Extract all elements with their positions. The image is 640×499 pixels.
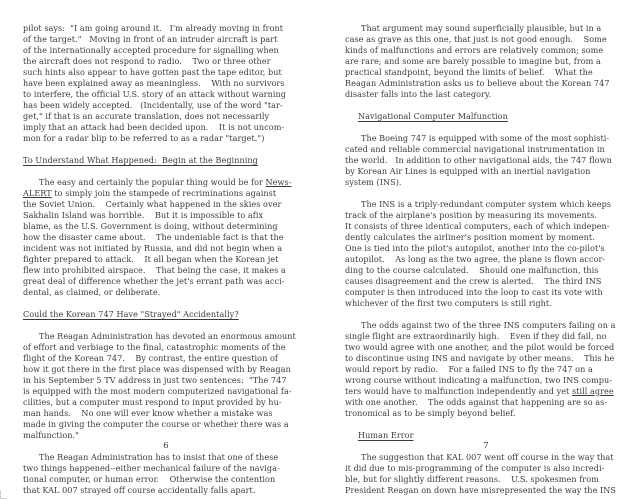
text-line: computer is then introduced into the loop to cast its vote with (345, 287, 603, 297)
text-line: the aircraft does not respond to radio. Two or three other (23, 56, 271, 66)
page-number: 7 (483, 441, 489, 451)
paragraph-ins-system (345, 199, 632, 309)
text-line: The INS is a triply-redundant computer system which keeps (361, 199, 612, 209)
text-line: made in giving the computer the course or whether there was a (23, 419, 289, 429)
publication-name-underlined: ALERT (23, 188, 52, 198)
text-line: ble, but for slightly different reasons. U.S. spokesmen from (345, 474, 599, 484)
text-run: The easy and certainly the popular thing would be for (39, 177, 266, 187)
text-line: tional computer, or human error. Otherwise the contention (23, 474, 276, 484)
paragraph-boeing-747 (345, 133, 632, 188)
text-line: great deal of difference whether the jet's errant path was acci- (23, 276, 285, 286)
text-line: incident was not initiated by Russia, and did not begin when a (23, 243, 283, 253)
text-line: autopilot. As long as the two agree, the plane is flown accor- (345, 254, 606, 264)
page-7-text-column (345, 23, 632, 496)
heading-text: Human Error (358, 430, 414, 440)
text-line: pilot says: "I am going around it. I'm already moving in front (23, 23, 284, 33)
paragraph-argument (345, 23, 632, 100)
text-line: would report by radio. For a failed INS to fly the 747 on a (345, 364, 593, 374)
heading-text: Navigational Computer Malfunction (358, 111, 508, 121)
text-line: two things happened--either mechanical failure of the naviga- (23, 463, 280, 473)
text-line: practical standpoint, beyond the limits of belief. What the (345, 67, 593, 77)
text-line: flight of the Korean 747. By contrast, the entire question of (23, 353, 278, 363)
text-line: kinds of malfunctions and errors are relatively common; some (345, 45, 604, 55)
text-line: the Soviet Union. Certainly what happened in the skies over (23, 199, 282, 209)
paragraph-reagan-address (23, 331, 313, 441)
emphasis-underlined: still agree (571, 386, 614, 396)
text-line: it did due to mis-programming of the computer is also incredi- (345, 463, 605, 473)
text-run: ters would have to malfunction independently and yet (345, 386, 572, 396)
text-line: President Reagan on down have misrepresented the way the INS (345, 485, 617, 495)
text-line: cated and reliable commercial navigational instrumentation in (345, 144, 605, 154)
text-line: malfunction." (23, 430, 79, 440)
paragraph-two-things (23, 452, 313, 496)
text-line: whichever of the first two computers is still right. (345, 298, 552, 308)
heading-text: Could the Korean 747 Have "Strayed" Accidentally? (23, 309, 239, 319)
text-line: with one another. The odds against that happening are so as- (345, 397, 608, 407)
text-line: disaster falls into the last category. (345, 89, 492, 99)
text-line: of the internationally accepted procedure for signalling when (23, 45, 279, 55)
text-run: to simply join the stampede of recriminations against (51, 188, 277, 198)
scan-edge-mark (0, 490, 7, 499)
text-line: how the disaster came about. The undeniable fact is that the (23, 232, 284, 242)
text-line: That argument may sound superficially plausible, but in a (361, 23, 602, 33)
text-line: ding to the course calculated. Should one malfunction, this (345, 265, 599, 275)
text-line: cilities, but a computer must respond to input provided by hu- (23, 397, 282, 407)
text-line (23, 177, 313, 188)
text-line: get," if that is an accurate translation, does not necessarily (23, 111, 270, 121)
section-heading-navigational-malfunction (345, 111, 632, 122)
text-line: The Reagan Administration has to insist that one of these (39, 452, 279, 462)
page-6-text-column (23, 23, 313, 496)
text-line: has been widely accepted. (Incidentally, use of the word "tar- (23, 100, 283, 110)
text-line: is equipped with the most modern computerized navigational fa- (23, 386, 292, 396)
text-line: two would agree with one another, and the pilot would be forced (345, 342, 615, 352)
text-line (345, 386, 632, 397)
heading-text: To Understand What Happened: Begin at the Beginning (23, 155, 258, 165)
text-line: tronomical as to be simply beyond belief. (345, 408, 516, 418)
text-line: system (INS). (345, 177, 402, 187)
publication-name-underlined: News- (265, 177, 292, 187)
text-line: man hands. No one will ever know whether a mistake was (23, 408, 273, 418)
intro-paragraph (23, 23, 313, 144)
text-line: track of the airplane's position by measuring its movements. (345, 210, 597, 220)
text-line: dental, as claimed, or deliberate. (23, 287, 161, 297)
text-line: are rare; and some are barely possible to imagine but, from a (345, 56, 601, 66)
text-line: It consists of three identical computers, each of which indepen- (345, 221, 610, 231)
section-heading-strayed-accidentally (23, 309, 313, 320)
text-line: imply that an attack had been decided upon. It is not uncom- (23, 122, 285, 132)
paragraph-odds (345, 320, 632, 419)
text-line: blame, as the U.S. Government is doing, without determining (23, 221, 278, 231)
text-line: have been explained away as meaningless. With no survivors (23, 78, 285, 88)
paragraph-newsalert (23, 177, 313, 298)
text-line: mon for a radar blip to be referred to as a radar "target.") (23, 133, 265, 143)
page-7 (320, 0, 640, 499)
text-line: Sakhalin Island was horrible. But it is impossible to afix (23, 210, 264, 220)
text-line: Reagan Administration asks us to believe about the Korean 747 (345, 78, 610, 88)
text-line: of effort and verbiage to the final, catastrophic moments of the (23, 342, 286, 352)
text-line: The Boeing 747 is equipped with some of the most sophisti- (361, 133, 610, 143)
text-line: that KAL 007 strayed off course accidentally falls apart. (23, 485, 256, 495)
text-line: fighter prepared to attack. It all began when the Korean jet (23, 254, 279, 264)
text-line: how it got there in the first place was dispensed with by Reagan (23, 364, 291, 374)
text-line (23, 188, 313, 199)
text-line: One is tied into the pilot's autopilot, another into the co-pilot's (345, 243, 605, 253)
text-line: by Korean Air Lines is equipped with an inertial navigation (345, 166, 591, 176)
page-number: 6 (163, 441, 169, 451)
text-line: to interfere, the official U.S. story of an attack without warning (23, 89, 286, 99)
text-line: The Reagan Administration has devoted an enormous amount (39, 331, 296, 341)
text-line: wrong course without indicating a malfunction, two INS compu- (345, 375, 613, 385)
text-line: The odds against two of the three INS computers failing on a (361, 320, 616, 330)
text-line: dently calculates the airliner's position moment by moment. (345, 232, 595, 242)
text-line: of the target." Moving in front of an intruder aircraft is part (23, 34, 278, 44)
section-heading-begin-at-beginning (23, 155, 313, 166)
text-line: the world. In addition to other navigational aids, the 747 flown (345, 155, 612, 165)
text-line: The suggestion that KAL 007 went off course in the way that (361, 452, 614, 462)
paragraph-mis-programming (345, 452, 632, 496)
text-line: causes disagreement and the crew is alerted. The third INS (345, 276, 602, 286)
text-line: single flight are extraordinarily high. Even if they did fail, no (345, 331, 607, 341)
text-line: in his September 5 TV address in just two sentences: "The 747 (23, 375, 287, 385)
text-line: case as grave as this one, that just is not good enough. Some (345, 34, 607, 44)
text-line: to discontinue using INS and navigate by other means. This he (345, 353, 615, 363)
text-line: such hints also appear to have gotten past the tape editor, but (23, 67, 282, 77)
text-line: flew into prohibited airspace. That being the case, it makes a (23, 265, 286, 275)
section-heading-human-error (345, 430, 632, 441)
